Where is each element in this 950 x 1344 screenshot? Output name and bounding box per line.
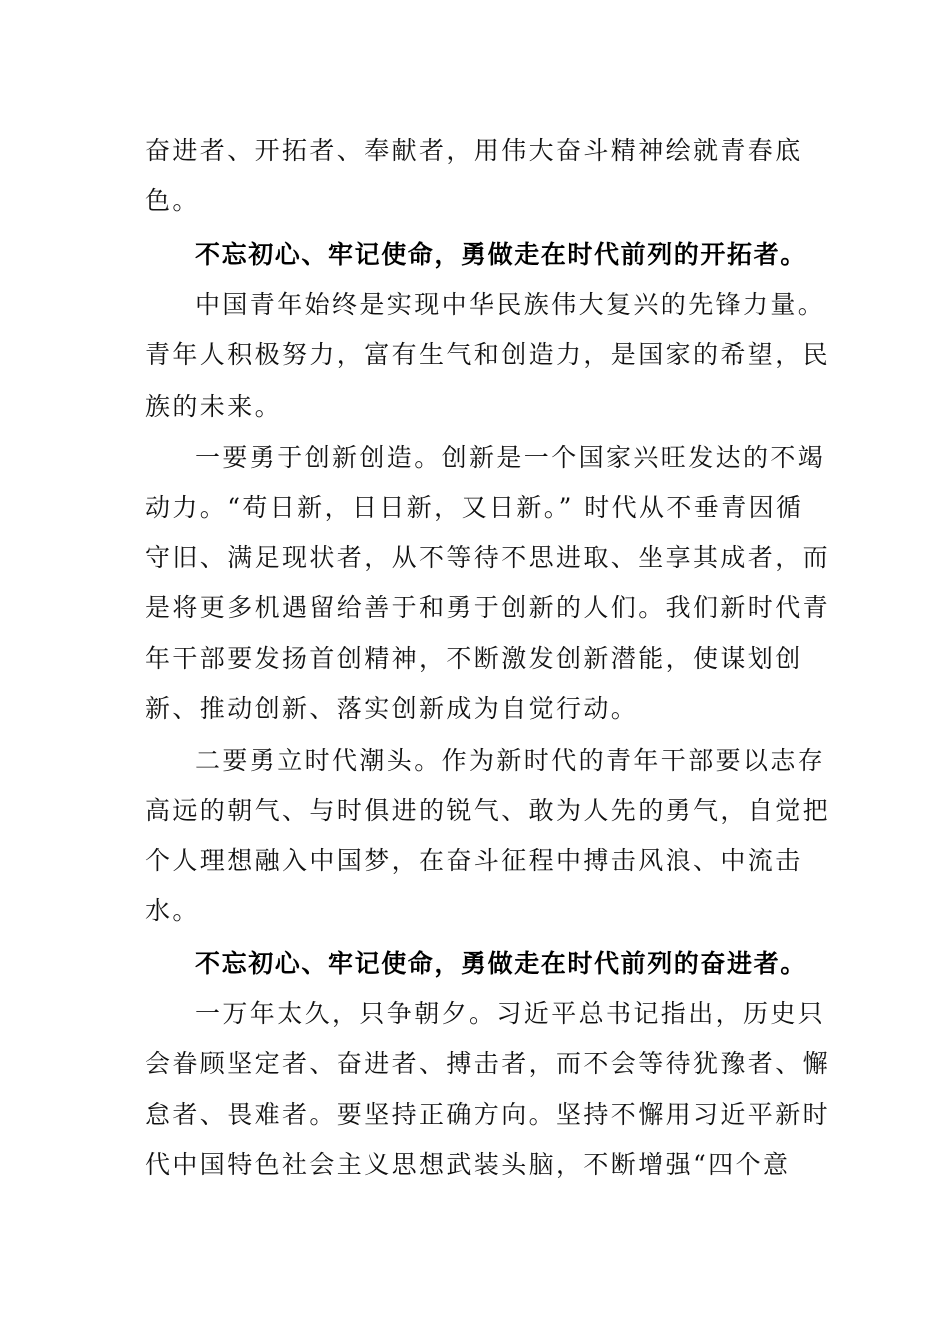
body-text-line: 族的未来。 (145, 392, 283, 421)
body-text-line: 年干部要发扬首创精神，不断激发创新潜能，使谋划创 (145, 644, 803, 673)
body-text-line: 动力。“苟日新，日日新，又日新。” 时代从不垂青因循 (145, 493, 804, 522)
body-text-line: 新、推动创新、落实创新成为自觉行动。 (145, 694, 639, 723)
body-text-line: 水。 (145, 896, 200, 925)
section-heading: 不忘初心、牢记使命，勇做走在时代前列的奋进者。 (195, 949, 807, 978)
body-text-line: 会眷顾坚定者、奋进者、搏击者，而不会等待犹豫者、懈 (145, 1049, 831, 1078)
body-text-line: 怠者、畏难者。要坚持正确方向。坚持不懈用习近平新时 (145, 1100, 831, 1129)
body-text-line: 守旧、满足现状者，从不等待不思进取、坐享其成者，而 (145, 543, 831, 572)
body-text-line: 青年人积极努力，富有生气和创造力，是国家的希望，民 (145, 340, 831, 369)
body-text-line: 色。 (145, 186, 200, 215)
body-text-line: 高远的朝气、与时俱进的锐气、敢为人先的勇气，自觉把 (145, 796, 831, 825)
body-text-line: 是将更多机遇留给善于和勇于创新的人们。我们新时代青 (145, 593, 831, 622)
body-text-line: 二要勇立时代潮头。作为新时代的青年干部要以志存 (195, 746, 826, 775)
body-text-line: 个人理想融入中国梦，在奋斗征程中搏击风浪、中流击 (145, 846, 803, 875)
body-text-line: 一要勇于创新创造。创新是一个国家兴旺发达的不竭 (195, 443, 826, 472)
body-text-line: 一万年太久，只争朝夕。习近平总书记指出，历史只 (195, 999, 826, 1028)
body-text-line: 中国青年始终是实现中华民族伟大复兴的先锋力量。 (195, 290, 826, 319)
section-heading: 不忘初心、牢记使命，勇做走在时代前列的开拓者。 (195, 240, 807, 269)
body-text-line: 奋进者、开拓者、奉献者，用伟大奋斗精神绘就青春底 (145, 136, 803, 165)
body-text-line: 代中国特色社会主义思想武装头脑，不断增强“四个意 (145, 1150, 791, 1179)
